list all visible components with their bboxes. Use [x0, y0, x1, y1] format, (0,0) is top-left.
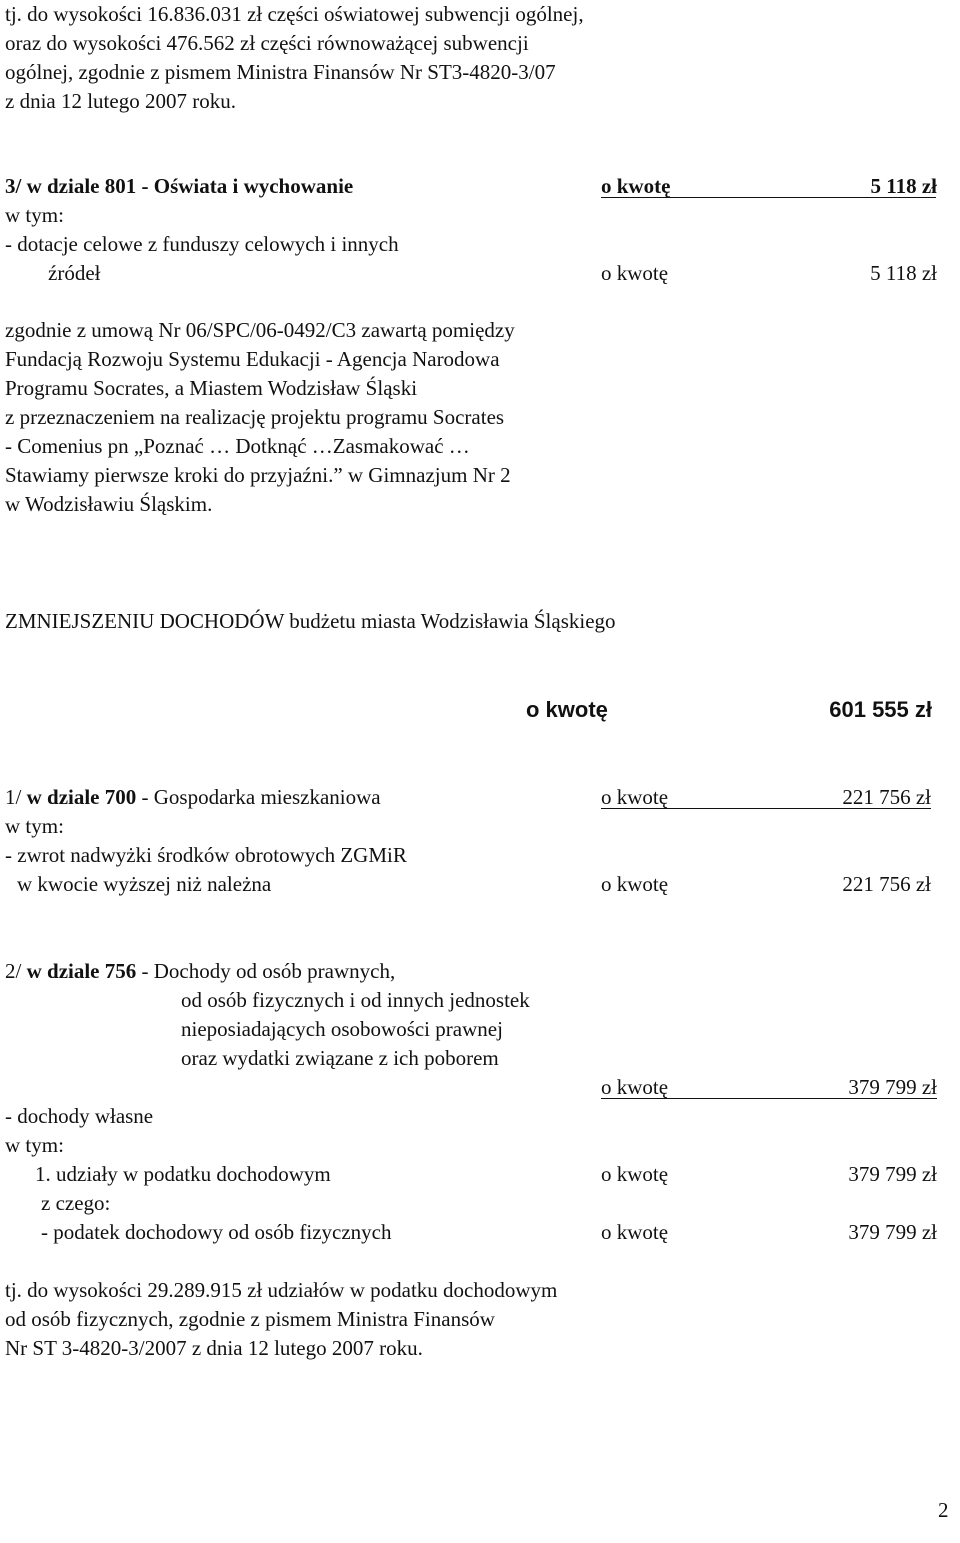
section-2-item1-amount: 379 799 zł	[848, 1162, 937, 1186]
intro-line-1: tj. do wysokości 16.836.031 zł części oświatowej subwencji ogólnej,	[5, 2, 584, 26]
reduction-kwota-label: o kwotę	[526, 697, 608, 722]
section-1-prefix: 1/	[5, 785, 27, 809]
section-3-kwota-label-2: o kwotę	[601, 261, 669, 285]
intro-line-2: oraz do wysokości 476.562 zł części równoważącej subwencji	[5, 31, 529, 55]
section-1-amount: 221 756 zł	[842, 785, 931, 809]
section-1-kwota-label: o kwotę	[601, 785, 669, 809]
section-3-desc-5: - Comenius pn „Poznać … Dotknąć …Zasmakować …	[5, 434, 470, 458]
section-2-kwota-label: o kwotę	[601, 1075, 669, 1099]
section-3-amount: 5 118 zł	[870, 174, 937, 198]
section-2-own: - dochody własne	[5, 1104, 154, 1128]
section-3-desc-1: zgodnie z umową Nr 06/SPC/06-0492/C3 zawartą pomiędzy	[5, 318, 515, 342]
reduction-heading: ZMNIEJSZENIU DOCHODÓW budżetu miasta Wodzisławia Śląskiego	[5, 609, 616, 633]
section-1-amount-2: 221 756 zł	[842, 872, 931, 896]
section-3-desc-6: Stawiamy pierwsze kroki do przyjaźni.” w Gimnazjum Nr 2	[5, 463, 511, 487]
section-2-item2: - podatek dochodowy od osób fizycznych	[41, 1220, 392, 1244]
section-3-amount-2: 5 118 zł	[870, 261, 937, 285]
section-1-kwota-label-2: o kwotę	[601, 872, 669, 896]
section-1-line1: - zwrot nadwyżki środków obrotowych ZGMiR	[5, 843, 407, 867]
section-2-wtym: w tym:	[5, 1133, 64, 1157]
section-2-title	[5, 957, 395, 986]
intro-line-4: z dnia 12 lutego 2007 roku.	[5, 89, 236, 113]
section-1-dzial: w dziale 700	[26, 785, 137, 809]
section-3-title: 3/ w dziale 801 - Oświata i wychowanie	[5, 174, 354, 198]
footer-line-1: tj. do wysokości 29.289.915 zł udziałów w podatku dochodowym	[5, 1278, 558, 1302]
section-1-rest: - Gospodarka mieszkaniowa	[136, 785, 381, 809]
section-3-desc-3: Programu Socrates, a Miastem Wodzisław Śląski	[5, 376, 418, 400]
intro-line-3: ogólnej, zgodnie z pismem Ministra Finansów Nr ST3-4820-3/07	[5, 60, 556, 84]
section-2-prefix: 2/	[5, 959, 27, 983]
section-3-desc-2: Fundacją Rozwoju Systemu Edukacji - Agencja Narodowa	[5, 347, 500, 371]
page-number: 2	[938, 1498, 949, 1522]
footer-line-2: od osób fizycznych, zgodnie z pismem Ministra Finansów	[5, 1307, 495, 1331]
section-3-line1: - dotacje celowe z funduszy celowych i innych	[5, 232, 399, 256]
section-2-item1-kwota: o kwotę	[601, 1162, 669, 1186]
section-2-rest: - Dochody od osób prawnych,	[136, 959, 396, 983]
reduction-amount: 601 555 zł	[829, 697, 932, 722]
section-1-line2: w kwocie wyższej niż należna	[17, 872, 272, 896]
section-2-cont-3: oraz wydatki związane z ich poborem	[181, 1046, 499, 1070]
section-2-item1: 1. udziały w podatku dochodowym	[35, 1162, 331, 1186]
section-1-wtym: w tym:	[5, 814, 64, 838]
footer-line-3: Nr ST 3-4820-3/2007 z dnia 12 lutego 2007 roku.	[5, 1336, 423, 1360]
section-2-amount: 379 799 zł	[848, 1075, 937, 1099]
section-1-title	[5, 783, 381, 812]
section-2-item2-kwota: o kwotę	[601, 1220, 669, 1244]
section-2-item2-amount: 379 799 zł	[848, 1220, 937, 1244]
section-2-zczego: z czego:	[41, 1191, 111, 1215]
section-2-cont-1: od osób fizycznych i od innych jednostek	[181, 988, 530, 1012]
section-2-cont-2: nieposiadających osobowości prawnej	[181, 1017, 503, 1041]
section-3-line2: źródeł	[48, 261, 101, 285]
section-3-desc-7: w Wodzisławiu Śląskim.	[5, 492, 213, 516]
section-2-dzial: w dziale 756	[26, 959, 137, 983]
section-3-wtym: w tym:	[5, 203, 64, 227]
section-3-desc-4: z przeznaczeniem na realizację projektu programu Socrates	[5, 405, 505, 429]
section-3-kwota-label: o kwotę	[601, 174, 671, 198]
